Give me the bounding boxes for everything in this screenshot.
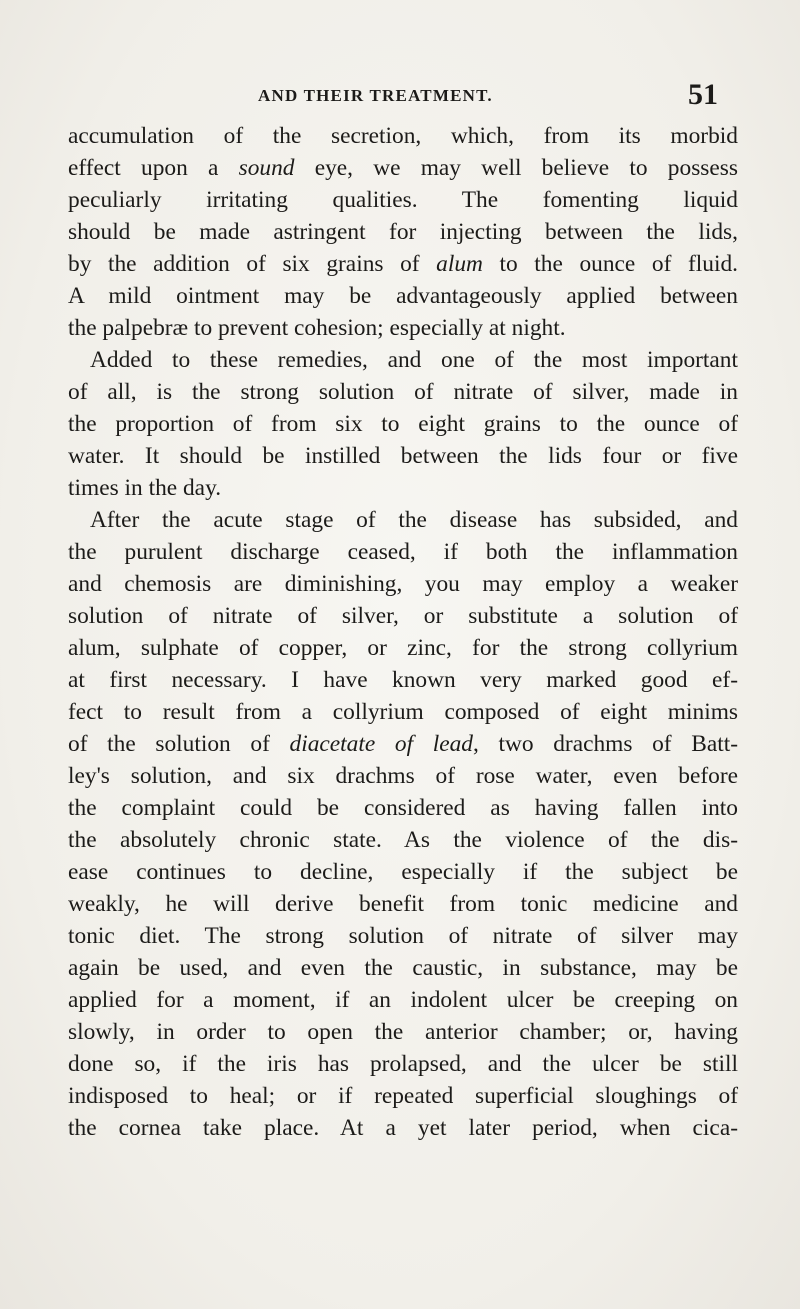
text-line: slowly, in order to open the anterior chamber; or, having bbox=[68, 1019, 738, 1045]
text-line: the purulent discharge ceased, if both the inflammation bbox=[68, 539, 738, 565]
text-line: solution of nitrate of silver, or substitute a solution of bbox=[68, 603, 738, 629]
text-line: A mild ointment may be advantageously applied between bbox=[68, 283, 738, 309]
text-line: After the acute stage of the disease has subsided, and bbox=[90, 507, 738, 533]
text-line: the absolutely chronic state. As the violence of the dis- bbox=[68, 827, 738, 853]
text-line bbox=[68, 728, 738, 760]
text-line: and chemosis are diminishing, you may employ a weaker bbox=[68, 571, 738, 597]
text-line: tonic diet. The strong solution of nitrate of silver may bbox=[68, 923, 738, 949]
text-line: alum, sulphate of copper, or zinc, for the strong collyrium bbox=[68, 635, 738, 661]
text-line: done so, if the iris has prolapsed, and the ulcer be still bbox=[68, 1051, 738, 1077]
line-suffix: to the ounce of fluid. bbox=[482, 251, 738, 277]
line-prefix: by the addition of six grains of bbox=[68, 251, 437, 277]
text-line: the complaint could be considered as having fallen into bbox=[68, 795, 738, 821]
line-prefix: effect upon a bbox=[68, 155, 239, 181]
running-head: AND THEIR TREATMENT. bbox=[258, 86, 493, 105]
text-line: weakly, he will derive benefit from tonic medicine and bbox=[68, 891, 738, 917]
text-line: applied for a moment, if an indolent ulcer be creeping on bbox=[68, 987, 738, 1013]
text-line: peculiarly irritating qualities. The fomenting liquid bbox=[68, 187, 738, 213]
text-line: again be used, and even the caustic, in substance, may be bbox=[68, 955, 738, 981]
emphasis-alum: alum bbox=[436, 251, 483, 277]
text-line: times in the day. bbox=[68, 475, 222, 501]
text-line: ley's solution, and six drachms of rose water, even before bbox=[68, 763, 738, 789]
body-text bbox=[68, 120, 738, 1144]
text-line bbox=[68, 152, 738, 184]
line-prefix: of the solution of bbox=[68, 731, 290, 757]
text-line: indisposed to heal; or if repeated superficial sloughings of bbox=[68, 1083, 738, 1109]
emphasis-diacetate: diacetate of lead bbox=[289, 731, 473, 757]
text-line: the palpebræ to prevent cohesion; especially at night. bbox=[68, 315, 566, 341]
text-line bbox=[68, 248, 738, 280]
text-line: Added to these remedies, and one of the most important bbox=[90, 347, 738, 373]
text-line: the proportion of from six to eight grains to the ounce of bbox=[68, 411, 738, 437]
page-header bbox=[68, 78, 718, 118]
page-number: 51 bbox=[688, 78, 718, 111]
text-line: should be made astringent for injecting between the lids, bbox=[68, 219, 738, 245]
text-line: ease continues to decline, especially if the subject be bbox=[68, 859, 738, 885]
text-line: at first necessary. I have known very marked good ef- bbox=[68, 667, 738, 693]
text-line: the cornea take place. At a yet later period, when cica- bbox=[68, 1115, 738, 1141]
emphasis-sound: sound bbox=[238, 155, 295, 181]
line-suffix: eye, we may well believe to possess bbox=[294, 155, 738, 181]
text-line: accumulation of the secretion, which, from its morbid bbox=[68, 123, 738, 149]
line-suffix: , two drachms of Batt- bbox=[472, 731, 738, 757]
text-line: of all, is the strong solution of nitrate of silver, made in bbox=[68, 379, 738, 405]
text-line: water. It should be instilled between the lids four or five bbox=[68, 443, 738, 469]
text-line: fect to result from a collyrium composed of eight minims bbox=[68, 699, 738, 725]
